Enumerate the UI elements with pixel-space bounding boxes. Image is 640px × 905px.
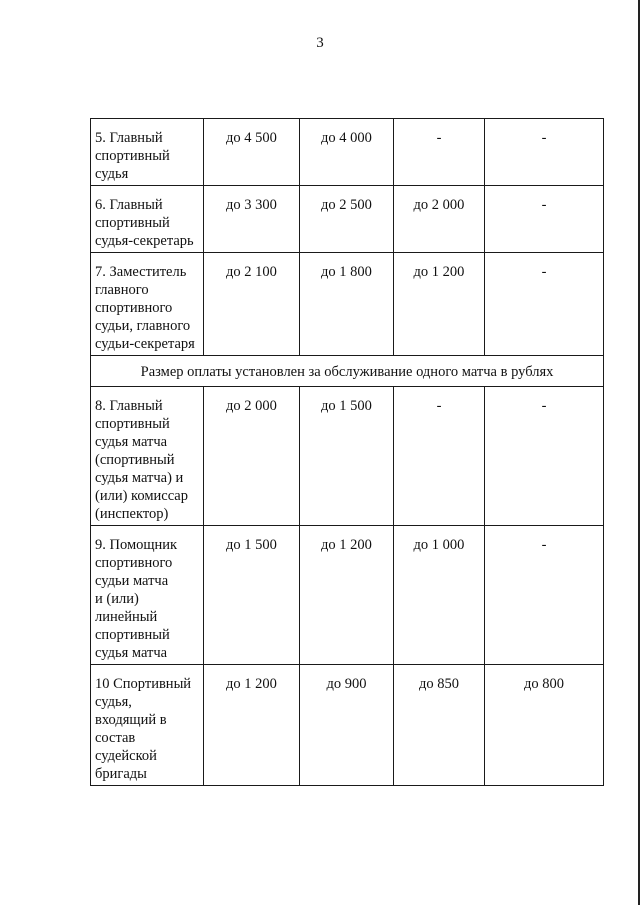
table-cell: до 2 000 (204, 387, 300, 526)
table-cell: - (485, 387, 604, 526)
table-cell: до 1 500 (300, 387, 394, 526)
table-cell: - (485, 186, 604, 253)
row-label: 8. Главный спортивный судья матча (спортивный судья матча) и (или) комиссар (инспектор) (91, 387, 204, 526)
page-number: 3 (316, 35, 324, 51)
table-cell: до 4 500 (204, 119, 300, 186)
table-cell: - (485, 253, 604, 356)
row-label: 9. Помощник спортивного судьи матча и (или) линейный спортивный судья матча (91, 526, 204, 665)
table-cell: до 1 500 (204, 526, 300, 665)
table-cell: - (394, 387, 485, 526)
table-cell: до 3 300 (204, 186, 300, 253)
table-cell: - (394, 119, 485, 186)
table-cell: до 4 000 (300, 119, 394, 186)
table-cell: до 800 (485, 665, 604, 786)
table-cell: до 1 200 (300, 526, 394, 665)
table-row (91, 119, 604, 186)
table-row (91, 526, 604, 665)
section-header: Размер оплаты установлен за обслуживание одного матча в рублях (91, 356, 604, 387)
section-header-row (91, 356, 604, 387)
table-cell: до 1 200 (394, 253, 485, 356)
table-cell: до 2 000 (394, 186, 485, 253)
table-cell: - (485, 119, 604, 186)
table-cell: до 2 100 (204, 253, 300, 356)
table-cell: до 1 000 (394, 526, 485, 665)
table-row (91, 253, 604, 356)
row-label: 10 Спортивный судья, входящий в состав судейской бригады (91, 665, 204, 786)
table-cell: до 1 200 (204, 665, 300, 786)
table-cell: до 1 800 (300, 253, 394, 356)
row-label: 5. Главный спортивный судья (91, 119, 204, 186)
table-row (91, 387, 604, 526)
payment-table (90, 118, 604, 786)
table-row (91, 665, 604, 786)
table-row (91, 186, 604, 253)
row-label: 7. Заместитель главного спортивного судьи, главного судьи-секретаря (91, 253, 204, 356)
row-label: 6. Главный спортивный судья-секретарь (91, 186, 204, 253)
table-cell: до 2 500 (300, 186, 394, 253)
table-cell: до 900 (300, 665, 394, 786)
table-cell: до 850 (394, 665, 485, 786)
table-cell: - (485, 526, 604, 665)
